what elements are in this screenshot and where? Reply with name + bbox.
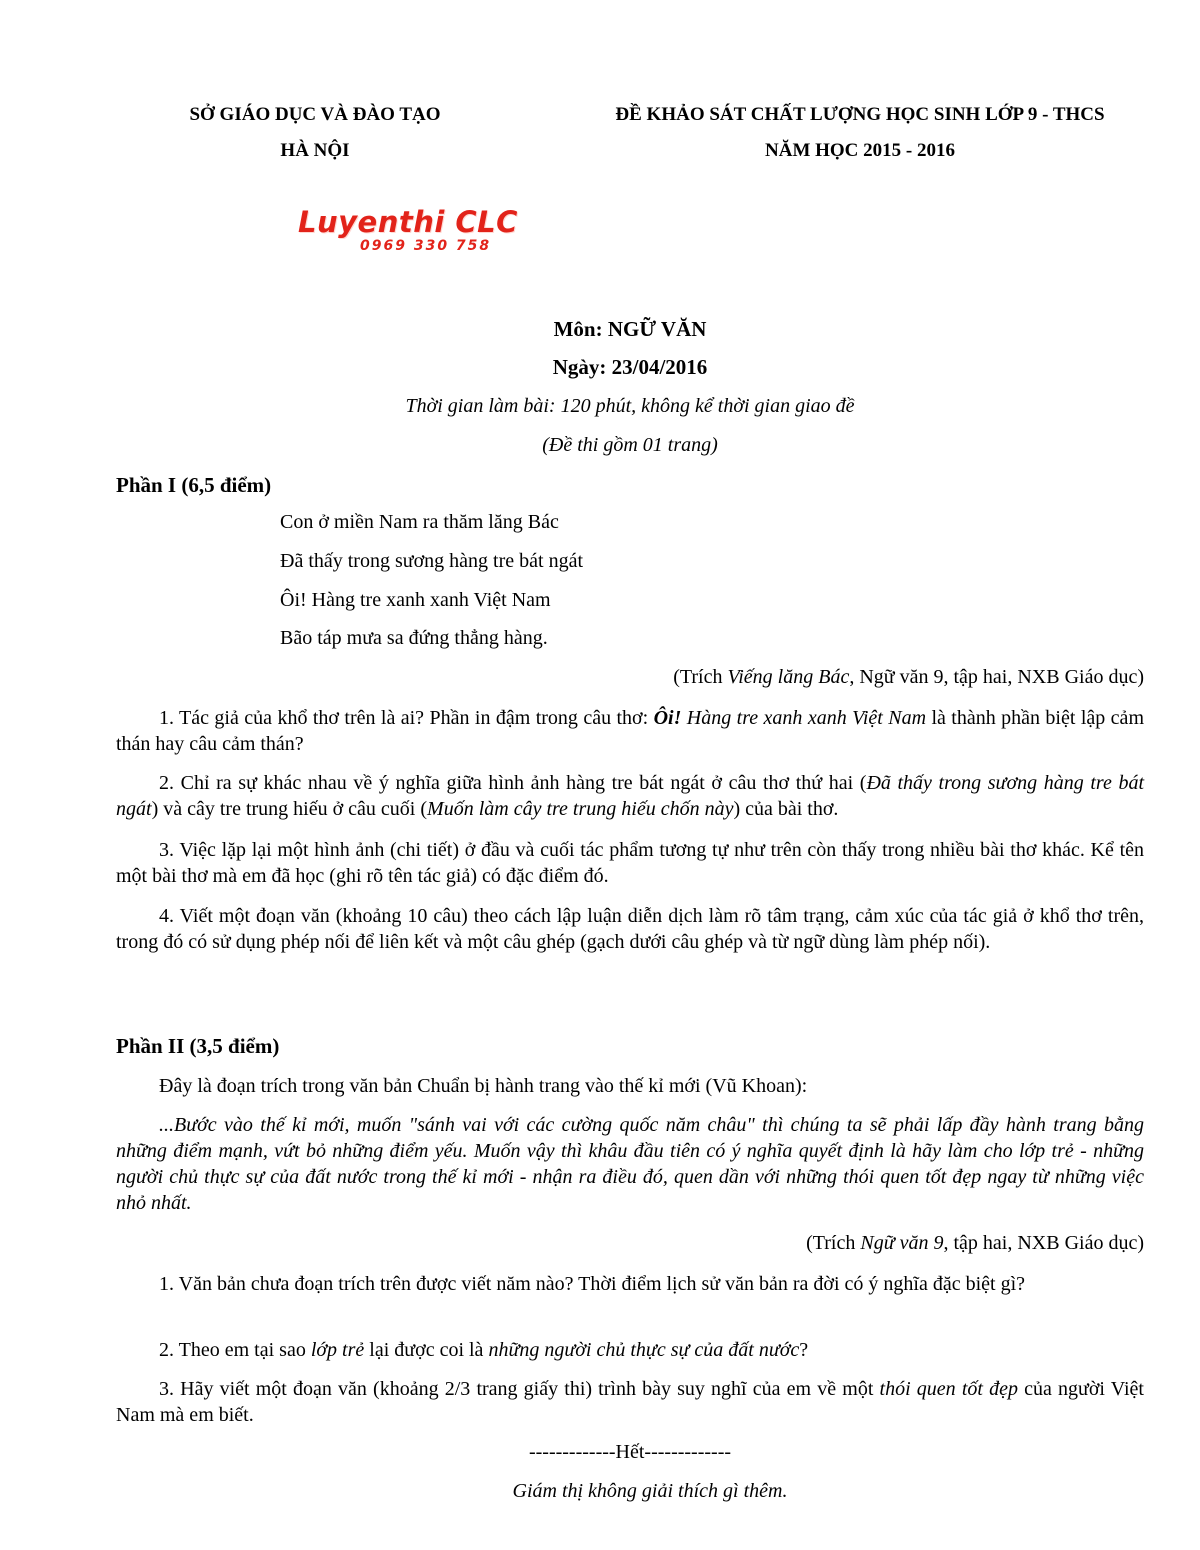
- exam-title: ĐỀ KHẢO SÁT CHẤT LƯỢNG HỌC SINH LỚP 9 - THCS: [615, 104, 1105, 125]
- part1-title: Phần I (6,5 điểm): [116, 473, 272, 497]
- verse-line: Đã thấy trong sương hàng tre bát ngát: [280, 550, 584, 572]
- part1-question-2: 2. Chỉ ra sự khác nhau về ý nghĩa giữa hình ảnh hàng tre bát ngát ở câu thơ thứ hai (Đã thấy trong sương hàng tre bát ngát) và cây tre trung hiếu ở câu cuối (Muốn làm cây tre trung hiếu chốn này) của bài thơ.: [116, 772, 1145, 820]
- verse-line: Ôi! Hàng tre xanh xanh Việt Nam: [280, 589, 551, 611]
- part1-question-1: 1. Tác giả của khổ thơ trên là ai? Phần in đậm trong câu thơ: Ôi! Hàng tre xanh xanh Việt Nam là thành phần biệt lập cảm thán hay câu cảm thán?: [116, 707, 1144, 755]
- part2-question-2: 2. Theo em tại sao lớp trẻ lại được coi là những người chủ thực sự của đất nước?: [159, 1339, 809, 1361]
- part2-intro: Đây là đoạn trích trong văn bản Chuẩn bị hành trang vào thế kỉ mới (Vũ Khoan):: [159, 1075, 808, 1097]
- logo-text: Luyenthi CLC: [298, 205, 518, 239]
- verse-line: Bão táp mưa sa đứng thẳng hàng.: [280, 627, 548, 649]
- watermark-logo: [298, 206, 520, 256]
- department-name: SỞ GIÁO DỤC VÀ ĐÀO TẠO: [189, 104, 441, 125]
- exam-duration: Thời gian làm bài: 120 phút, không kể thời gian giao đề: [405, 395, 855, 417]
- part2-question-3: 3. Hãy viết một đoạn văn (khoảng 2/3 trang giấy thi) trình bày suy nghĩ của em về một thói quen tốt đẹp của người Việt Nam mà em biết.: [116, 1378, 1144, 1426]
- proctor-note: Giám thị không giải thích gì thêm.: [512, 1480, 788, 1502]
- part2-title: Phần II (3,5 điểm): [116, 1034, 280, 1058]
- exam-page-count: (Đề thi gồm 01 trang): [542, 434, 718, 456]
- exam-subject: Môn: NGỮ VĂN: [553, 317, 707, 341]
- exam-date: Ngày: 23/04/2016: [552, 355, 708, 379]
- verse-line: Con ở miền Nam ra thăm lăng Bác: [280, 511, 559, 533]
- part2-source: (Trích Ngữ văn 9, tập hai, NXB Giáo dục): [806, 1232, 1144, 1254]
- part1-question-4: 4. Viết một đoạn văn (khoảng 10 câu) theo cách lập luận diễn dịch làm rõ tâm trạng, cảm xúc của tác giả ở khổ thơ trên, trong đó có sử dụng phép nối để liên kết và một câu ghép (gạch dưới câu ghép và từ ngữ dùng làm phép nối).: [116, 905, 1144, 953]
- end-marker: -------------Hết-------------: [528, 1441, 732, 1463]
- part1-source: (Trích Viếng lăng Bác, Ngữ văn 9, tập hai, NXB Giáo dục): [673, 666, 1144, 688]
- part2-question-1: 1. Văn bản chưa đoạn trích trên được viết năm nào? Thời điểm lịch sử văn bản ra đời có ý nghĩa đặc biệt gì?: [159, 1273, 1026, 1295]
- city-name: HÀ NỘI: [280, 140, 350, 161]
- logo-phone: 0969 330 758: [360, 238, 492, 254]
- part1-question-3: 3. Việc lặp lại một hình ảnh (chi tiết) ở đầu và cuối tác phẩm tương tự như trên còn thấy trong nhiều bài thơ khác. Kể tên một bài thơ mà em đã học (ghi rõ tên tác giả) có đặc điểm đó.: [116, 839, 1144, 887]
- school-year: NĂM HỌC 2015 - 2016: [765, 140, 955, 161]
- part2-excerpt: ...Bước vào thế kỉ mới, muốn "sánh vai với các cường quốc năm châu" thì chúng ta sẽ phải lấp đầy hành trang bằng những điểm mạnh, vứt bỏ những điểm yếu. Muốn vậy thì khâu đầu tiên có ý nghĩa quyết định là hãy làm cho lớp trẻ - những người chủ thực sự của đất nước trong thế kỉ mới - nhận ra điều đó, quen dần với những thói quen tốt đẹp ngay từ những việc nhỏ nhất.: [116, 1114, 1144, 1214]
